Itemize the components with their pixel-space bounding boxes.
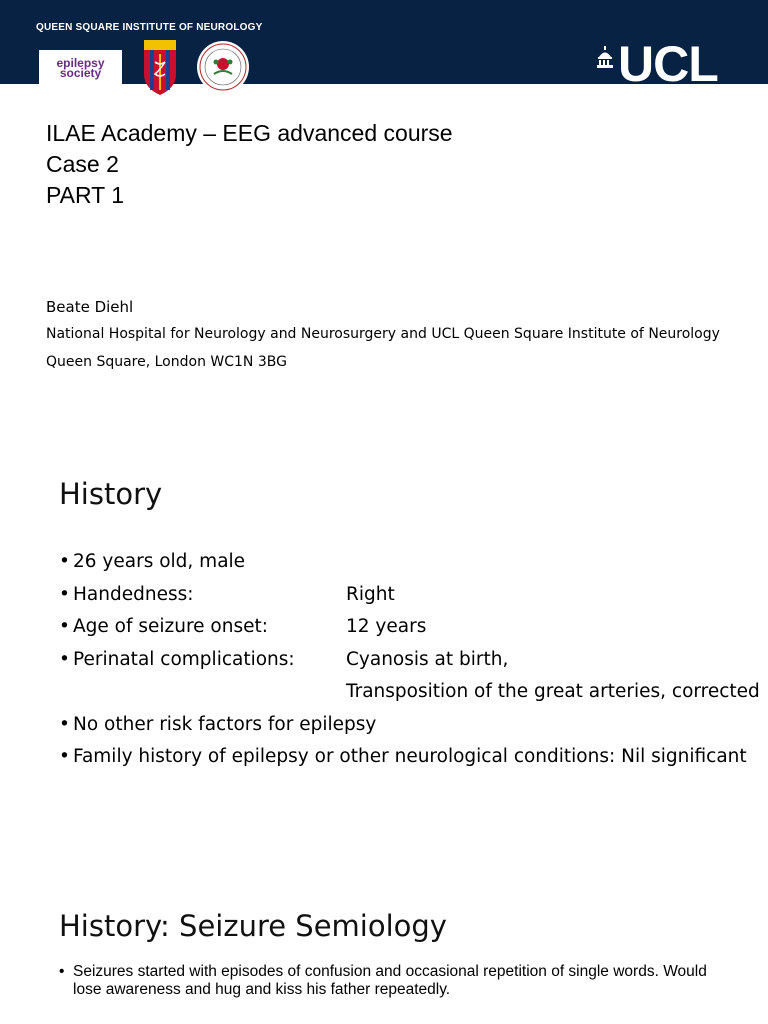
course-title-line1: ILAE Academy – EEG advanced course bbox=[46, 120, 453, 146]
neurology-seal-icon bbox=[196, 40, 250, 94]
list-item bbox=[59, 709, 760, 742]
institution-header-bar bbox=[0, 0, 768, 92]
list-item bbox=[59, 644, 760, 677]
history-item-label: Perinatal complications: bbox=[73, 648, 295, 670]
history-item-label: 26 years old, male bbox=[73, 551, 246, 572]
list-item-continuation bbox=[59, 676, 760, 709]
author-block bbox=[46, 294, 720, 376]
epilepsy-society-logo bbox=[39, 50, 122, 86]
case-number: Case 2 bbox=[46, 151, 119, 177]
part-number: PART 1 bbox=[46, 182, 124, 208]
epilepsy-logo-line2: society bbox=[59, 66, 102, 80]
semiology-item-text: Seizures started with episodes of confusion and occasional repetition of single words. Would lose awareness and hug and kiss his father repeatedly. bbox=[73, 963, 707, 998]
history-item-label: Handedness: bbox=[73, 583, 194, 605]
history-item-value: Transposition of the great arteries, corrected bbox=[346, 681, 760, 702]
history-item-label: Age of seizure onset: bbox=[73, 616, 268, 637]
bullet-point: • bbox=[59, 583, 70, 605]
semiology-heading: History: Seizure Semiology bbox=[59, 909, 447, 943]
history-item-value: Right bbox=[346, 583, 395, 605]
author-address: Queen Square, London WC1N 3BG bbox=[46, 354, 287, 370]
history-heading: History bbox=[59, 477, 163, 511]
bullet-point: • bbox=[59, 713, 70, 735]
list-item bbox=[59, 579, 760, 612]
author-name: Beate Diehl bbox=[46, 298, 134, 316]
institute-name: QUEEN SQUARE INSTITUTE OF NEUROLOGY bbox=[36, 22, 263, 33]
history-list bbox=[59, 546, 760, 774]
bullet-point: • bbox=[59, 963, 65, 980]
bullet-point: • bbox=[59, 551, 70, 572]
bullet-point: • bbox=[59, 746, 70, 767]
list-item bbox=[59, 963, 709, 999]
history-item-value: 12 years bbox=[346, 616, 427, 637]
history-item-label: No other risk factors for epilepsy bbox=[73, 713, 377, 735]
hospital-crest-icon bbox=[140, 40, 180, 96]
bullet-point: • bbox=[59, 616, 70, 637]
ucl-dome-icon bbox=[596, 46, 614, 68]
course-title bbox=[46, 118, 453, 211]
author-affiliation: National Hospital for Neurology and Neurosurgery and UCL Queen Square Institute of Neurology bbox=[46, 326, 720, 342]
ucl-wordmark: UCL bbox=[618, 36, 718, 92]
list-item bbox=[59, 546, 760, 579]
history-item-label: Family history of epilepsy or other neurological conditions: Nil significant bbox=[73, 746, 747, 767]
list-item bbox=[59, 611, 760, 644]
history-item-value: Cyanosis at birth, bbox=[346, 648, 509, 670]
epilepsy-logo-line1: epilepsy bbox=[56, 56, 105, 70]
bullet-point: • bbox=[59, 648, 70, 670]
semiology-list bbox=[59, 963, 709, 999]
list-item bbox=[59, 741, 760, 774]
